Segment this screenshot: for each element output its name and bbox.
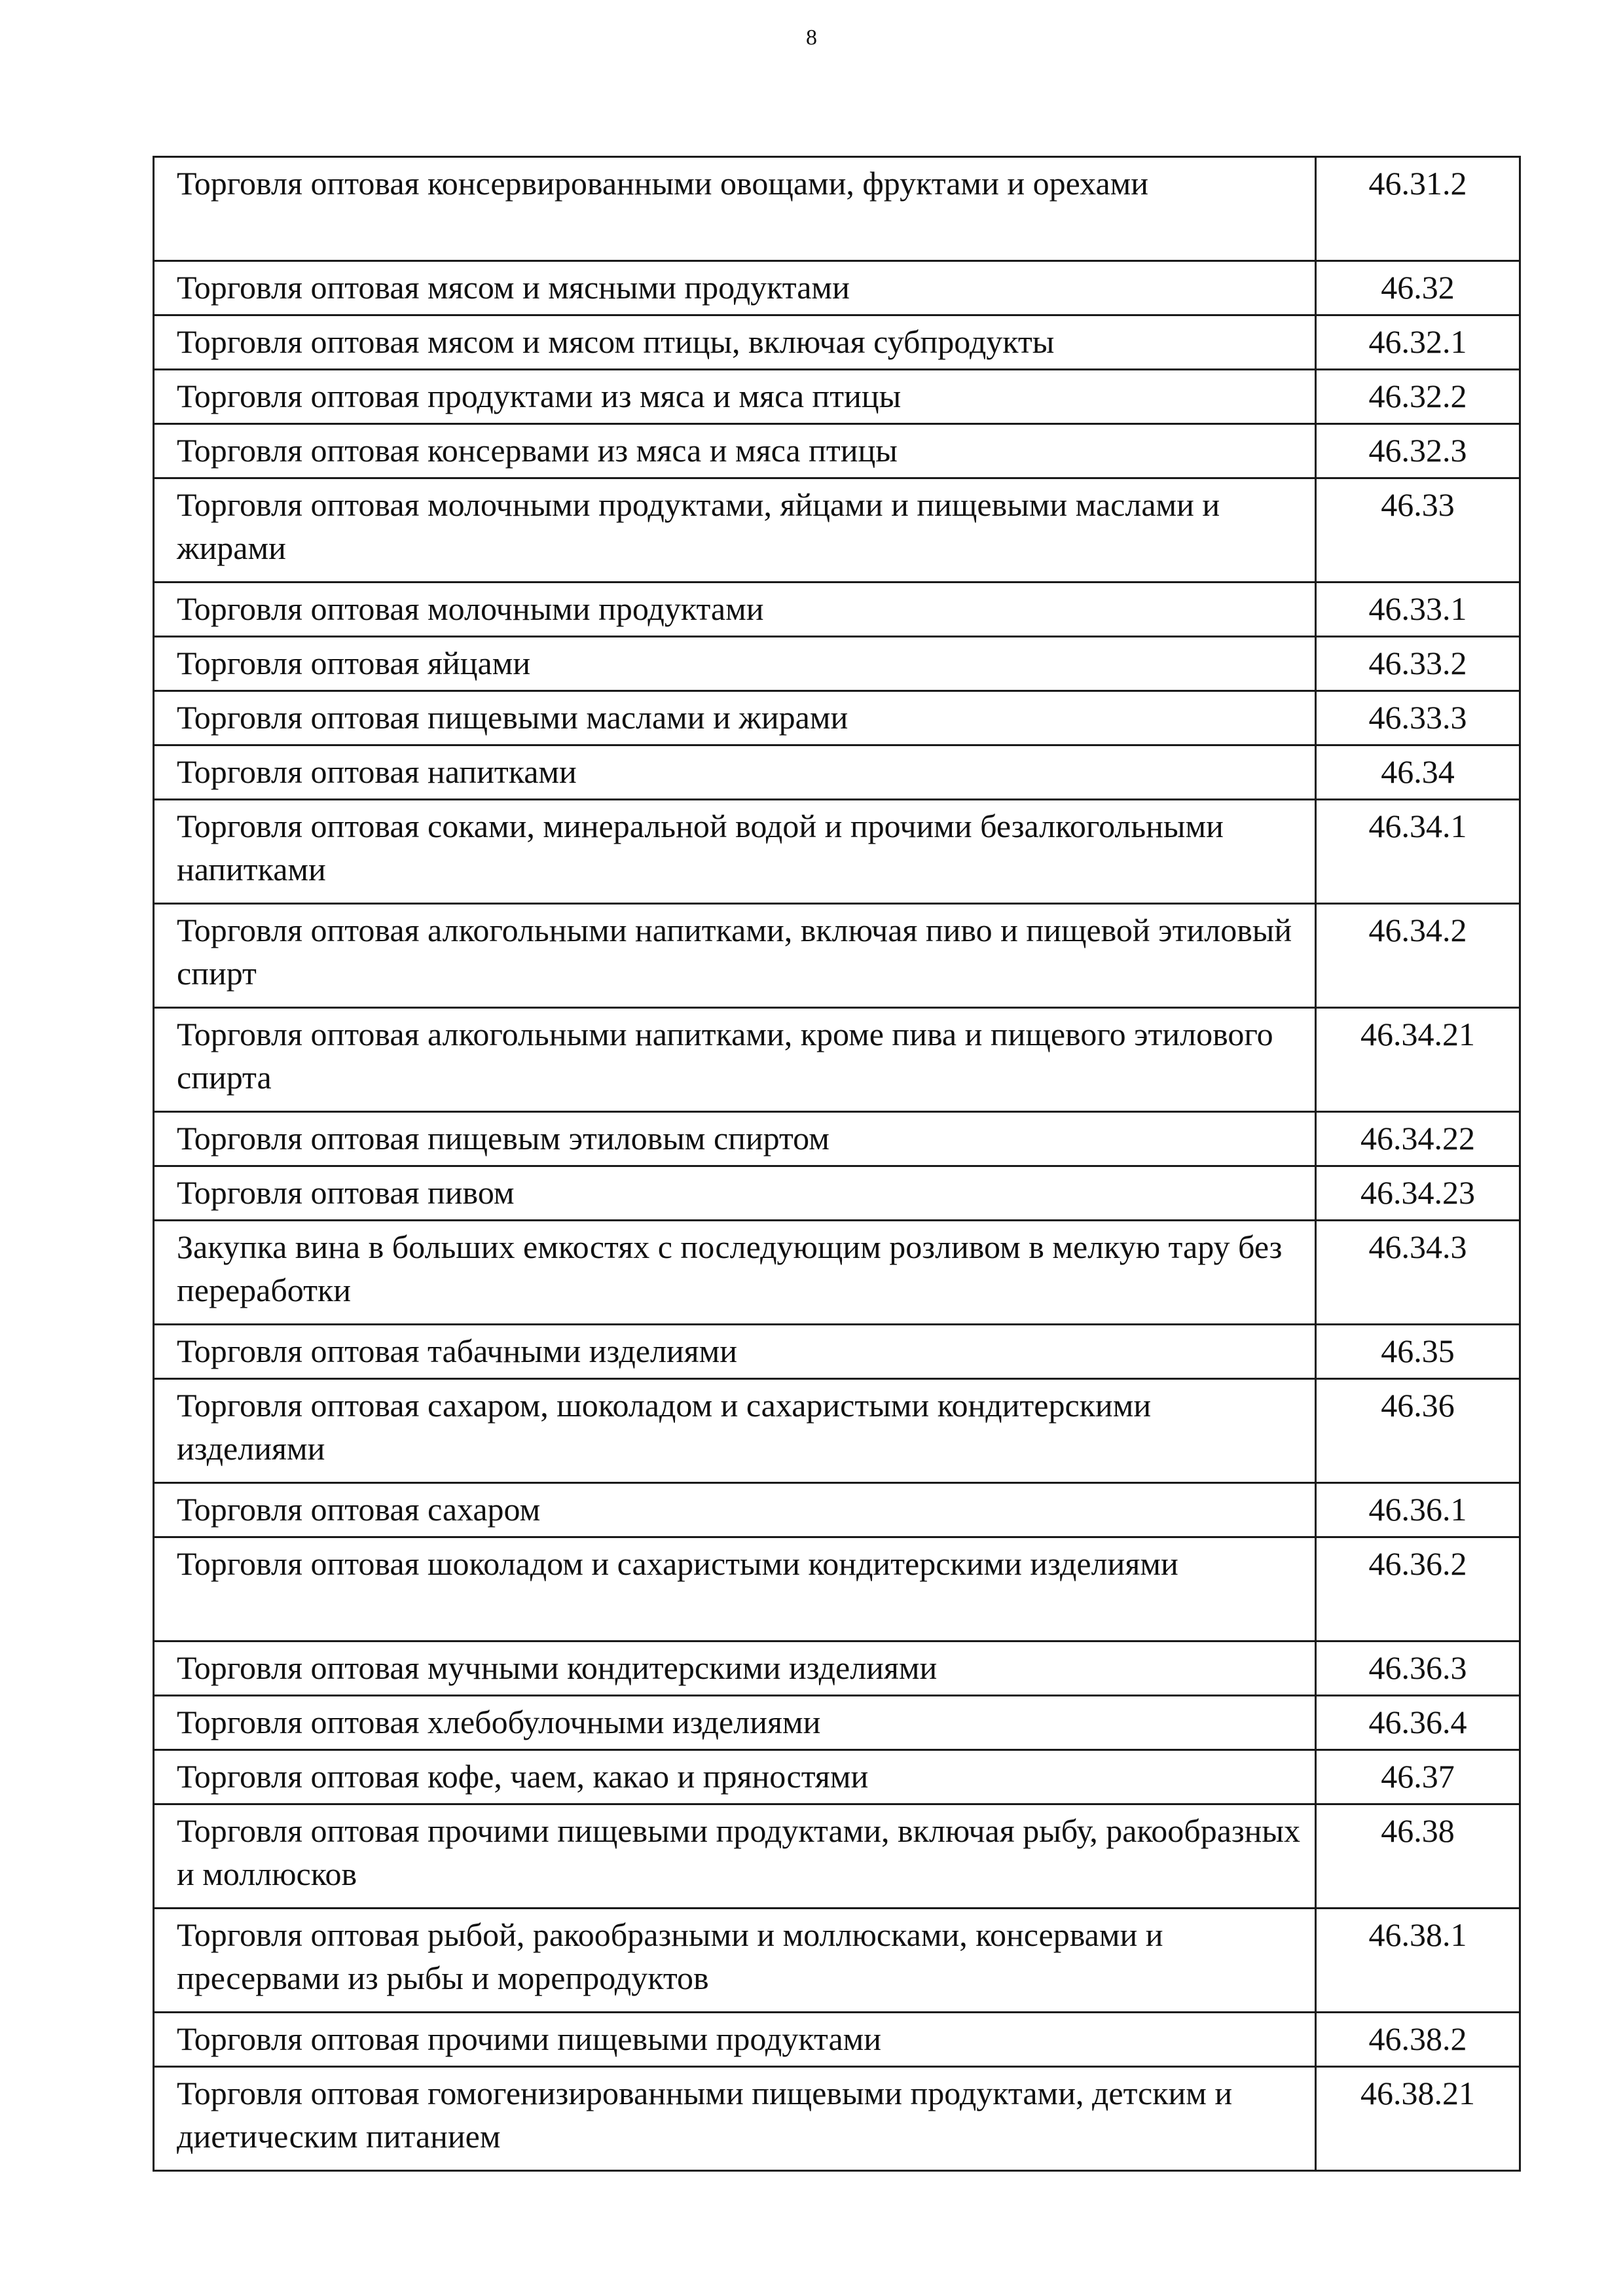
activity-description: Торговля оптовая молочными продуктами, яйцами и пищевыми маслами и жирами bbox=[154, 478, 1316, 583]
activity-description: Торговля оптовая консервами из мяса и мяса птицы bbox=[154, 424, 1316, 478]
activity-description: Торговля оптовая табачными изделиями bbox=[154, 1325, 1316, 1379]
table-row bbox=[154, 1112, 1520, 1166]
okved-code: 46.38.2 bbox=[1316, 2013, 1520, 2067]
okved-code: 46.36.3 bbox=[1316, 1641, 1520, 1696]
okved-code: 46.32.1 bbox=[1316, 315, 1520, 370]
activity-description: Торговля оптовая сахаром, шоколадом и сахаристыми кондитерскими изделиями bbox=[154, 1379, 1316, 1483]
okved-table-body bbox=[154, 157, 1520, 2171]
okved-code: 46.34.3 bbox=[1316, 1221, 1520, 1325]
activity-description: Закупка вина в больших емкостях с последующим розливом в мелкую тару без переработки bbox=[154, 1221, 1316, 1325]
okved-code: 46.31.2 bbox=[1316, 157, 1520, 261]
table-row bbox=[154, 1696, 1520, 1750]
activity-description: Торговля оптовая алкогольными напитками, кроме пива и пищевого этилового спирта bbox=[154, 1008, 1316, 1112]
table-row bbox=[154, 2067, 1520, 2171]
okved-code: 46.34.23 bbox=[1316, 1166, 1520, 1221]
activity-description: Торговля оптовая пивом bbox=[154, 1166, 1316, 1221]
table-row bbox=[154, 637, 1520, 691]
table-row bbox=[154, 478, 1520, 583]
okved-code: 46.33.1 bbox=[1316, 583, 1520, 637]
table-row bbox=[154, 1221, 1520, 1325]
activity-description: Торговля оптовая яйцами bbox=[154, 637, 1316, 691]
okved-code: 46.32 bbox=[1316, 261, 1520, 315]
activity-description: Торговля оптовая шоколадом и сахаристыми кондитерскими изделиями bbox=[154, 1537, 1316, 1641]
table-row bbox=[154, 1641, 1520, 1696]
activity-description: Торговля оптовая мучными кондитерскими изделиями bbox=[154, 1641, 1316, 1696]
table-row bbox=[154, 2013, 1520, 2067]
okved-code: 46.36.2 bbox=[1316, 1537, 1520, 1641]
activity-description: Торговля оптовая рыбой, ракообразными и моллюсками, консервами и пресервами из рыбы и морепродуктов bbox=[154, 1909, 1316, 2013]
okved-code: 46.36.4 bbox=[1316, 1696, 1520, 1750]
okved-code: 46.34.21 bbox=[1316, 1008, 1520, 1112]
activity-description: Торговля оптовая пищевым этиловым спиртом bbox=[154, 1112, 1316, 1166]
activity-description: Торговля оптовая хлебобулочными изделиями bbox=[154, 1696, 1316, 1750]
okved-code: 46.38 bbox=[1316, 1804, 1520, 1909]
okved-code: 46.33.3 bbox=[1316, 691, 1520, 745]
table-row bbox=[154, 904, 1520, 1008]
table-row bbox=[154, 157, 1520, 261]
okved-code: 46.34 bbox=[1316, 745, 1520, 800]
activity-description: Торговля оптовая алкогольными напитками, включая пиво и пищевой этиловый спирт bbox=[154, 904, 1316, 1008]
okved-code: 46.35 bbox=[1316, 1325, 1520, 1379]
activity-description: Торговля оптовая молочными продуктами bbox=[154, 583, 1316, 637]
activity-description: Торговля оптовая прочими пищевыми продуктами bbox=[154, 2013, 1316, 2067]
okved-code: 46.32.2 bbox=[1316, 370, 1520, 424]
table-row bbox=[154, 745, 1520, 800]
table-row bbox=[154, 1483, 1520, 1537]
table-row bbox=[154, 1750, 1520, 1804]
okved-code: 46.34.1 bbox=[1316, 800, 1520, 904]
table-row bbox=[154, 261, 1520, 315]
page-number: 8 bbox=[806, 26, 817, 50]
okved-code: 46.34.2 bbox=[1316, 904, 1520, 1008]
table-row bbox=[154, 424, 1520, 478]
activity-description: Торговля оптовая сахаром bbox=[154, 1483, 1316, 1537]
okved-code: 46.32.3 bbox=[1316, 424, 1520, 478]
table-row bbox=[154, 691, 1520, 745]
activity-description: Торговля оптовая мясом и мясными продуктами bbox=[154, 261, 1316, 315]
activity-description: Торговля оптовая кофе, чаем, какао и пряностями bbox=[154, 1750, 1316, 1804]
okved-code: 46.36 bbox=[1316, 1379, 1520, 1483]
activity-description: Торговля оптовая прочими пищевыми продуктами, включая рыбу, ракообразных и моллюсков bbox=[154, 1804, 1316, 1909]
activity-description: Торговля оптовая гомогенизированными пищевыми продуктами, детским и диетическим питанием bbox=[154, 2067, 1316, 2171]
okved-code: 46.34.22 bbox=[1316, 1112, 1520, 1166]
okved-code: 46.38.21 bbox=[1316, 2067, 1520, 2171]
table-row bbox=[154, 1166, 1520, 1221]
okved-table bbox=[153, 156, 1521, 2172]
activity-description: Торговля оптовая мясом и мясом птицы, включая субпродукты bbox=[154, 315, 1316, 370]
table-row bbox=[154, 583, 1520, 637]
table-row bbox=[154, 800, 1520, 904]
table-row bbox=[154, 1325, 1520, 1379]
okved-code: 46.37 bbox=[1316, 1750, 1520, 1804]
okved-code: 46.36.1 bbox=[1316, 1483, 1520, 1537]
table-row bbox=[154, 1909, 1520, 2013]
activity-description: Торговля оптовая напитками bbox=[154, 745, 1316, 800]
table-row bbox=[154, 1804, 1520, 1909]
table-row bbox=[154, 315, 1520, 370]
table-row bbox=[154, 1008, 1520, 1112]
activity-description: Торговля оптовая соками, минеральной водой и прочими безалкогольными напитками bbox=[154, 800, 1316, 904]
table-row bbox=[154, 1379, 1520, 1483]
okved-code: 46.38.1 bbox=[1316, 1909, 1520, 2013]
okved-code: 46.33.2 bbox=[1316, 637, 1520, 691]
table-row bbox=[154, 1537, 1520, 1641]
table-row bbox=[154, 370, 1520, 424]
activity-description: Торговля оптовая пищевыми маслами и жирами bbox=[154, 691, 1316, 745]
activity-description: Торговля оптовая продуктами из мяса и мяса птицы bbox=[154, 370, 1316, 424]
okved-code: 46.33 bbox=[1316, 478, 1520, 583]
activity-description: Торговля оптовая консервированными овощами, фруктами и орехами bbox=[154, 157, 1316, 261]
